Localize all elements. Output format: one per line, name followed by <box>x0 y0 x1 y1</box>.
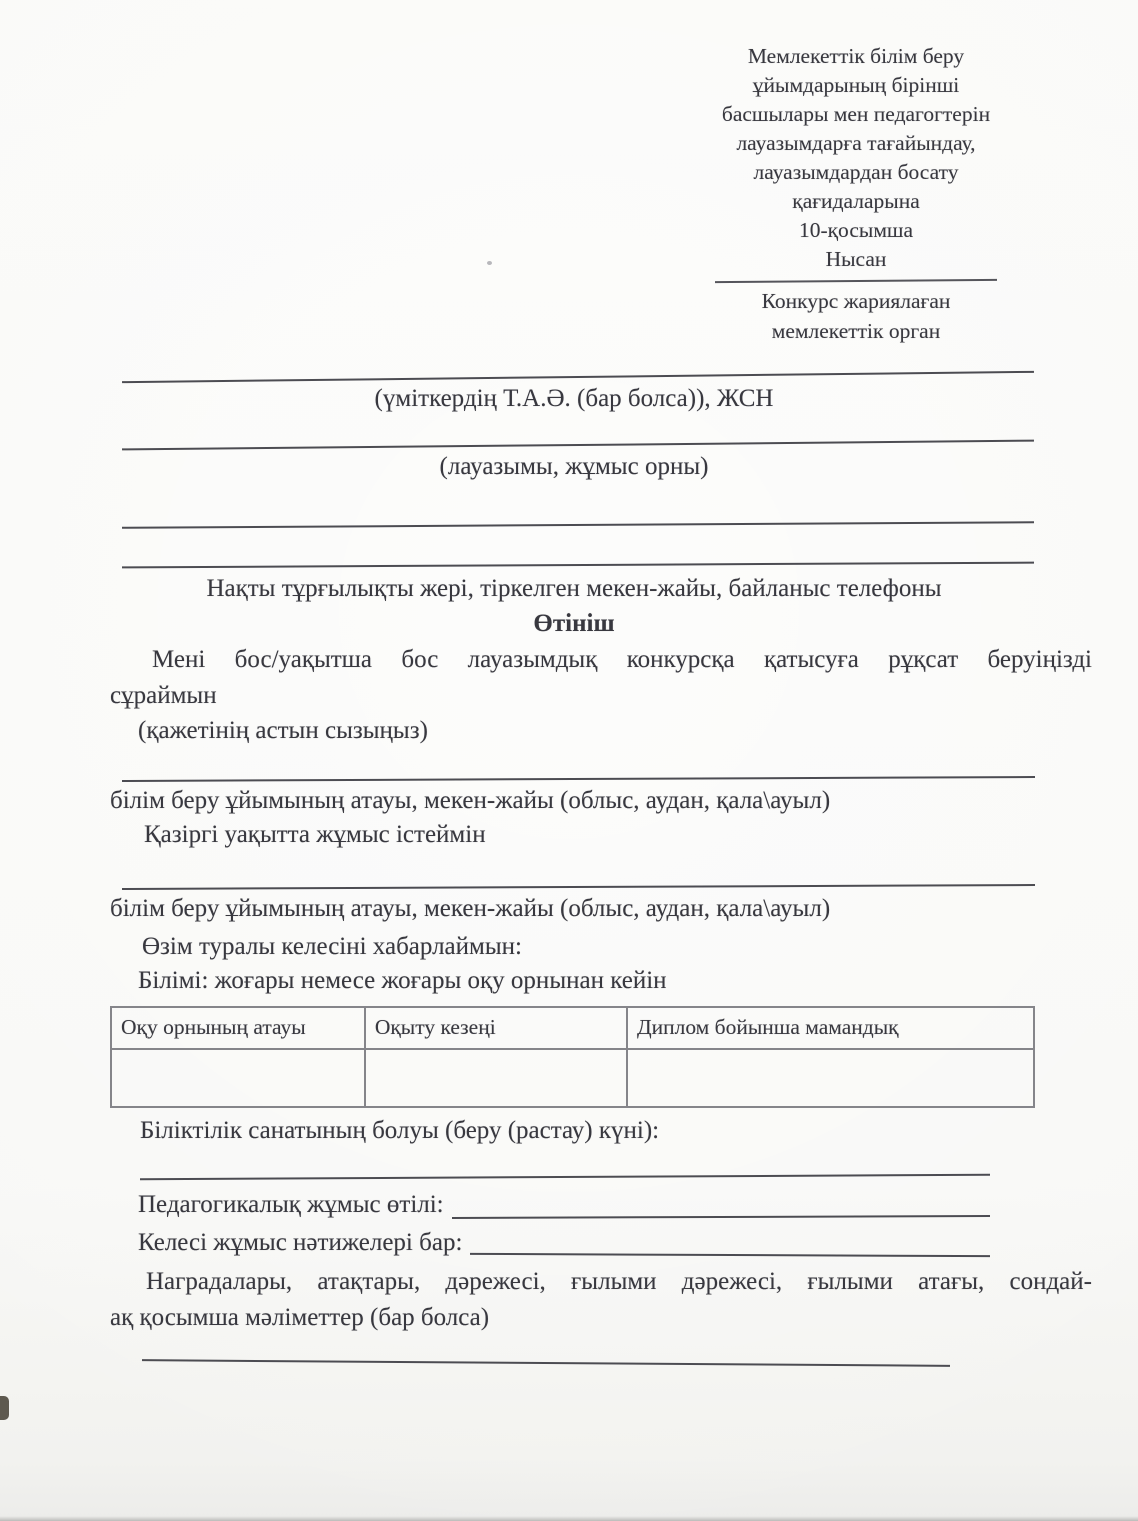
experience-label: Педагогикалық жұмыс өтілі: <box>138 1191 444 1218</box>
awards-paragraph <box>110 1264 1092 1336</box>
org-caption-2: білім беру ұйымының атауы, мекен-жайы (облыс, аудан, қала\ауыл) <box>110 895 831 922</box>
approval-form-label: Нысан <box>825 247 887 271</box>
table-cell-specialty <box>627 1049 1034 1107</box>
experience-fill-line <box>452 1215 990 1219</box>
position-caption: (лауазымы, жұмыс орны) <box>439 453 709 480</box>
education-table-empty-row <box>111 1049 1034 1107</box>
experience-row <box>138 1186 990 1224</box>
recipient-block <box>686 280 1026 346</box>
org-fill-rule-1 <box>122 776 1035 782</box>
application-title: Өтініш <box>533 610 615 637</box>
approval-line: лауазымдарға тағайындау, <box>736 131 976 155</box>
education-table-header-row <box>111 1007 1034 1049</box>
results-fill-line <box>470 1253 990 1257</box>
approval-line: лауазымдардан босату <box>753 160 959 184</box>
current-work-text: Қазіргі уақытта жұмыс істеймін <box>144 821 486 848</box>
education-table <box>110 1006 1035 1108</box>
approval-line: Мемлекеттік білім беру <box>747 44 965 68</box>
approval-line: ұйымдарының бірінші <box>752 73 960 97</box>
table-header-institution: Оқу орнының атауы <box>111 1007 365 1049</box>
recipient-caption-line: мемлекеттік орган <box>771 319 941 343</box>
address-fill-rule-1 <box>122 521 1034 529</box>
org-fill-rule-2 <box>122 884 1035 890</box>
results-row <box>138 1224 990 1262</box>
qualification-label: Біліктілік санатының болуы (беру (растау) күні): <box>140 1117 660 1144</box>
request-line-2: сұраймын <box>110 682 217 709</box>
scan-speck <box>0 1396 9 1420</box>
awards-fill-rule <box>142 1359 950 1367</box>
table-header-period: Оқыту кезеңі <box>365 1007 627 1049</box>
fio-caption: (үміткердің Т.А.Ә. (бар болса)), ЖСН <box>374 385 774 412</box>
table-cell-period <box>365 1049 627 1107</box>
qualification-fill-rule <box>140 1174 990 1180</box>
underline-instruction: (қажетінің астын сызыңыз) <box>138 717 428 744</box>
table-cell-institution <box>111 1049 365 1107</box>
table-header-specialty: Диплом бойынша мамандық <box>627 1007 1034 1049</box>
scan-bottom-edge <box>0 1516 1138 1521</box>
approval-stamp-block <box>686 42 1026 274</box>
request-paragraph <box>110 642 1092 714</box>
approval-line: қағидаларына <box>792 189 920 213</box>
awards-line-2: ақ қосымша мәліметтер (бар болса) <box>110 1304 490 1331</box>
education-label: Білімі: жоғары немесе жоғары оқу орнынан кейін <box>138 967 667 994</box>
document-content <box>110 0 1092 1364</box>
results-label: Келесі жұмыс нәтижелері бар: <box>138 1229 463 1256</box>
scan-dot <box>487 261 492 265</box>
recipient-fill-rule <box>715 279 997 283</box>
approval-annex-number: 10-қосымша <box>798 218 914 242</box>
about-me-text: Өзім туралы келесіні хабарлаймын: <box>142 933 522 960</box>
org-caption-1: білім беру ұйымының атауы, мекен-жайы (облыс, аудан, қала\ауыл) <box>110 787 831 814</box>
address-fill-rule-2 <box>122 562 1034 569</box>
approval-line: басшылары мен педагогтерін <box>721 102 991 126</box>
address-caption: Нақты тұрғылықты жері, тіркелген мекен-жайы, байланыс телефоны <box>206 575 942 602</box>
recipient-caption-line: Конкурс жариялаған <box>761 289 951 313</box>
request-line-1: Мені бос/уақытша бос лауазымдық конкурсқа қатысуға рұқсат беруіңізді <box>152 646 1092 673</box>
position-fill-rule <box>122 440 1034 451</box>
awards-line-1: Наградалары, атақтары, дәрежесі, ғылыми дәрежесі, ғылыми атағы, сондай- <box>146 1268 1092 1295</box>
